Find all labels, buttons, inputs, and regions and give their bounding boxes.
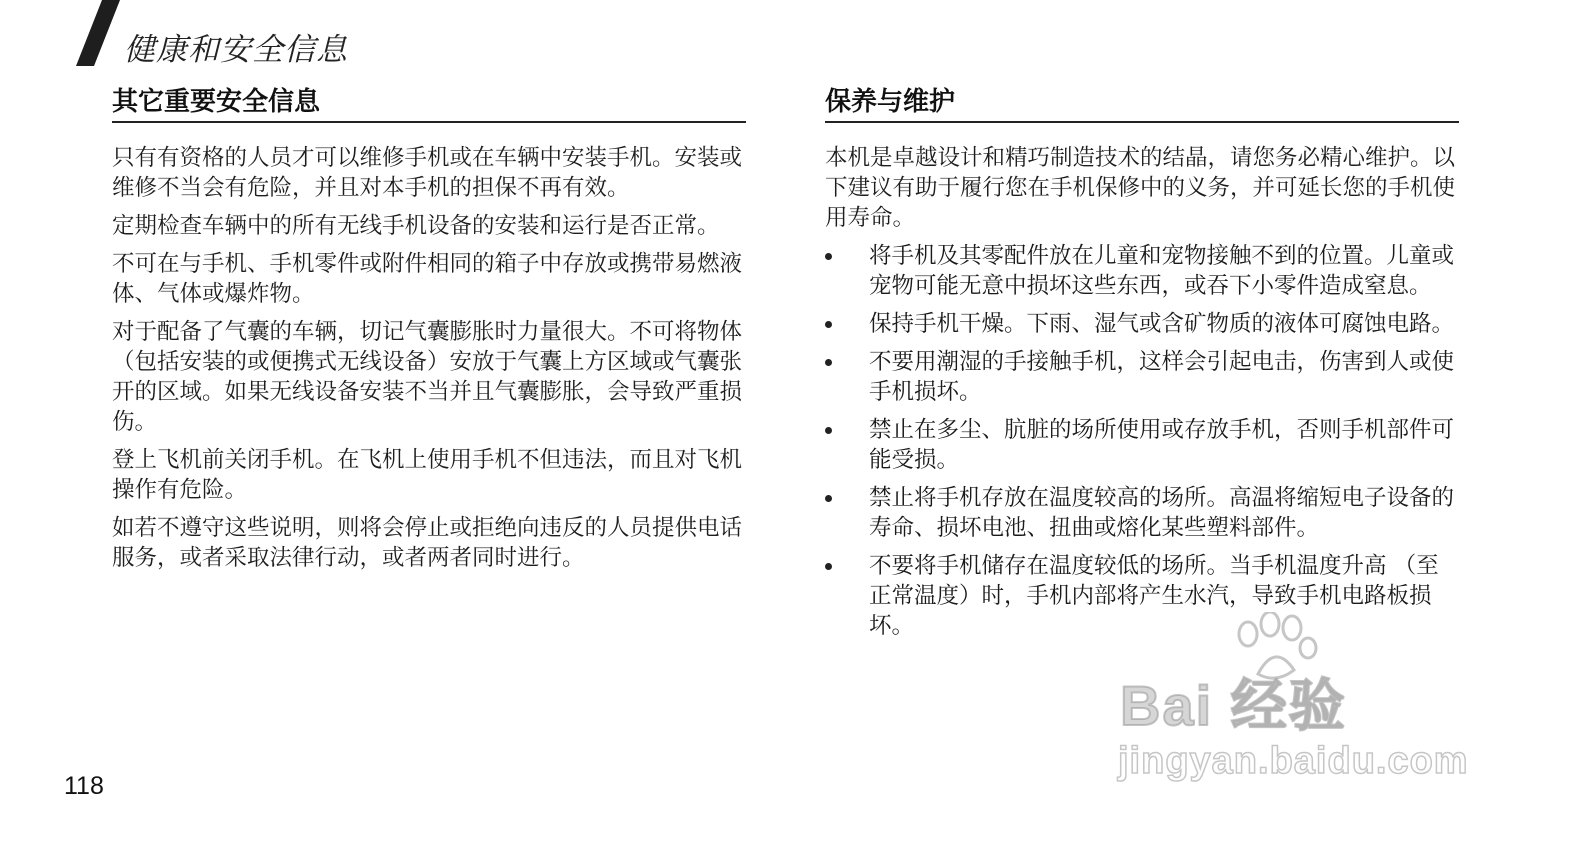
list-item (825, 347, 1459, 407)
list-item (825, 551, 1459, 641)
intro-paragraph: 本机是卓越设计和精巧制造技术的结晶，请您务必精心维护。以下建议有助于履行您在手机保修中的义务，并可延长您的手机使用寿命。 (825, 145, 1456, 231)
section-title-care: 保养与维护 (825, 84, 1459, 123)
left-column (112, 84, 746, 573)
bullet-dot-icon (825, 359, 832, 366)
paragraph: 如若不遵守这些说明，则将会停止或拒绝向违反的人员提供电话服务，或者采取法律行动，或者两者同时进行。 (112, 515, 743, 571)
running-header-title: 健康和安全信息 (124, 32, 348, 68)
right-column (825, 84, 1459, 641)
bullet-dot-icon (825, 321, 832, 328)
list-item-text: 不要将手机储存在温度较低的场所。当手机温度升高 （至正常温度）时，手机内部将产生水汽，导致手机电路板损坏。 (869, 553, 1439, 639)
watermark-url: jingyan.baidu.com (1118, 740, 1469, 782)
page-number: 118 (64, 772, 104, 800)
list-item-text: 保持手机干燥。下雨、湿气或含矿物质的液体可腐蚀电路。 (869, 311, 1455, 337)
bullet-dot-icon (825, 495, 832, 502)
list-item-text: 将手机及其零配件放在儿童和宠物接触不到的位置。儿童或宠物可能无意中损坏这些东西，或吞下小零件造成窒息。 (869, 243, 1455, 299)
list-item (825, 309, 1459, 339)
paragraph: 登上飞机前关闭手机。在飞机上使用手机不但违法，而且对飞机操作有危险。 (112, 447, 743, 503)
list-item (825, 415, 1459, 475)
list-item-text: 禁止在多尘、肮脏的场所使用或存放手机，否则手机部件可能受损。 (869, 417, 1455, 473)
bullet-dot-icon (825, 253, 832, 260)
paragraph: 对于配备了气囊的车辆，切记气囊膨胀时力量很大。不可将物体 （包括安装的或便携式无线设备）安放于气囊上方区域或气囊张开的区域。如果无线设备安装不当并且气囊膨胀，会导致严重损伤。 (112, 319, 743, 435)
list-item (825, 483, 1459, 543)
bullet-dot-icon (825, 427, 832, 434)
bullet-dot-icon (825, 563, 832, 570)
list-item-text: 不要用潮湿的手接触手机，这样会引起电击，伤害到人或使手机损坏。 (869, 349, 1455, 405)
paragraph: 不可在与手机、手机零件或附件相同的箱子中存放或携带易燃液体、气体或爆炸物。 (112, 251, 743, 307)
watermark-brand: Bai 经验 (1120, 674, 1347, 737)
care-bullet-list (825, 241, 1459, 641)
paragraph: 定期检查车辆中的所有无线手机设备的安装和运行是否正常。 (112, 213, 720, 239)
paragraph: 只有有资格的人员才可以维修手机或在车辆中安装手机。安装或维修不当会有危险，并且对本手机的担保不再有效。 (112, 145, 743, 201)
list-item (825, 241, 1459, 301)
header-accent-bar (76, 0, 120, 66)
section-title-safety: 其它重要安全信息 (112, 84, 746, 123)
list-item-text: 禁止将手机存放在温度较高的场所。高温将缩短电子设备的寿命、损坏电池、扭曲或熔化某些塑料部件。 (869, 485, 1455, 541)
